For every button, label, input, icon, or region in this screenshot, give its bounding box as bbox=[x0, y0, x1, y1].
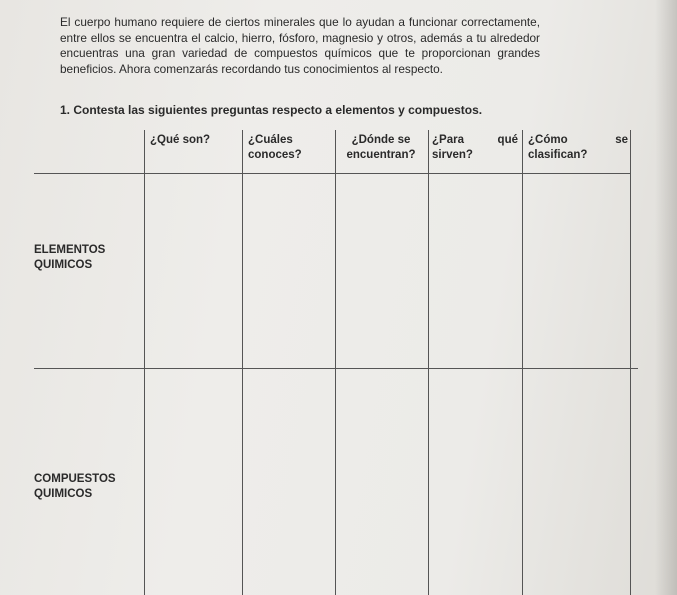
question-1: 1. Contesta las siguientes preguntas respecto a elementos y compuestos. bbox=[60, 103, 483, 117]
page-shadow bbox=[655, 0, 677, 595]
row-label-elementos: ELEMENTOS QUIMICOS bbox=[34, 244, 106, 271]
header-para-que-sirven: ¿Para qué sirven? bbox=[432, 134, 518, 161]
grid-line-col-2 bbox=[242, 130, 243, 595]
intro-paragraph: El cuerpo humano requiere de ciertos minerales que lo ayudan a funcionar correctamente, entre ellos se encuentra el calcio, hierro, fósforo, magnesio y otros, además a tu alrededor encuentras una gran variedad de compuestos químicos que te proporcionan grandes beneficios. Ahora comenzarás recordando tus conocimientos al respecto. bbox=[60, 15, 540, 76]
grid-line-col-3 bbox=[335, 130, 336, 595]
row-label-compuestos: COMPUESTOS QUIMICOS bbox=[34, 473, 116, 500]
grid-line-col-4 bbox=[428, 130, 429, 595]
header-que-son: ¿Qué son? bbox=[150, 134, 211, 146]
header-cuales-conoces: ¿Cuáles conoces? bbox=[248, 134, 302, 161]
grid-line-header-bottom bbox=[34, 173, 630, 174]
grid-line-col-1 bbox=[144, 130, 145, 595]
header-donde-se-encuentran: ¿Dónde se encuentran? bbox=[346, 134, 416, 161]
grid-line-col-6 bbox=[630, 130, 631, 595]
grid-line-col-5 bbox=[522, 130, 523, 595]
header-como-se-clasifican: ¿Cómo se clasifican? bbox=[528, 134, 628, 161]
